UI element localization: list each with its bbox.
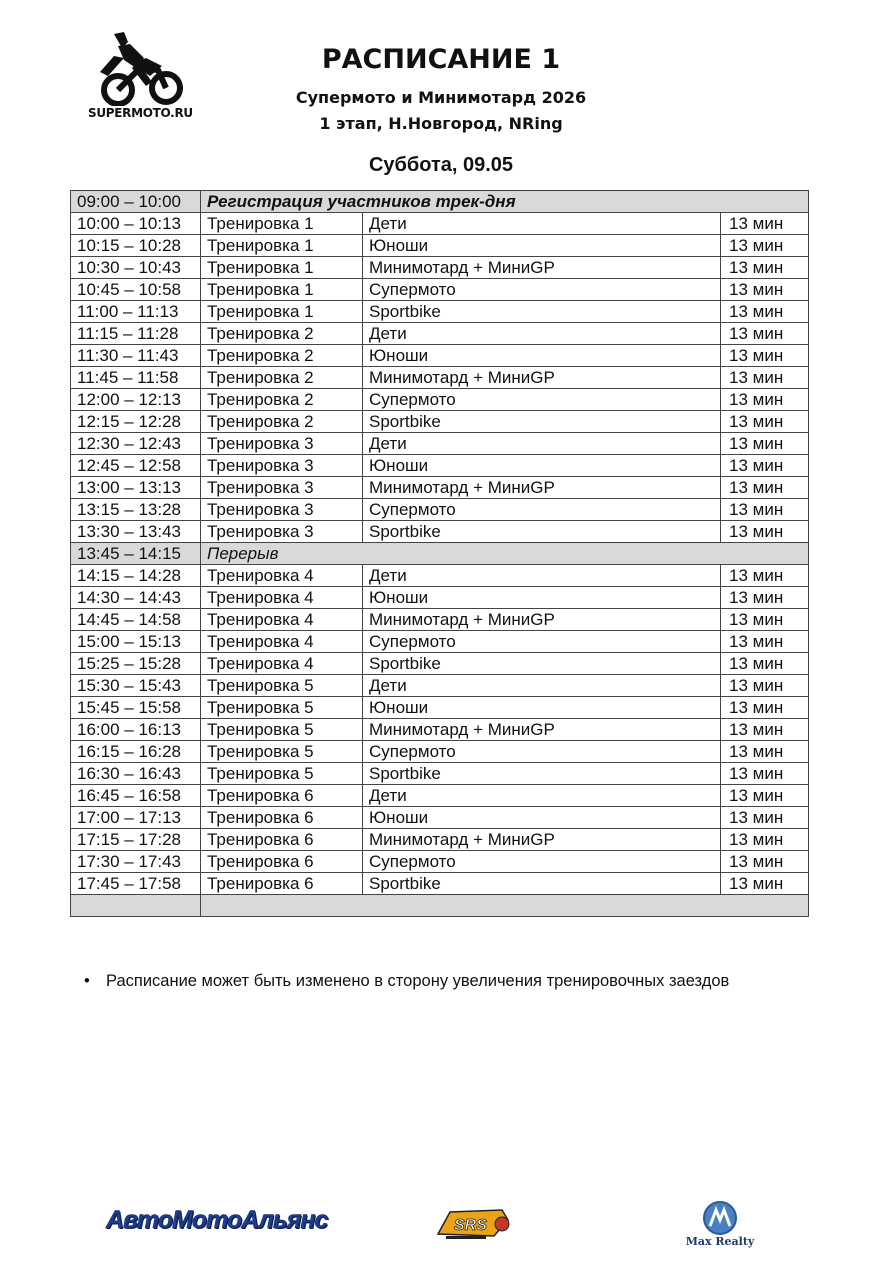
event-cell: Тренировка 4 — [201, 631, 363, 653]
table-row — [71, 609, 809, 631]
time-cell: 17:00 – 17:13 — [71, 807, 201, 829]
time-cell: 14:45 – 14:58 — [71, 609, 201, 631]
event-cell: Тренировка 2 — [201, 345, 363, 367]
time-cell: 13:15 – 13:28 — [71, 499, 201, 521]
time-cell: 12:15 – 12:28 — [71, 411, 201, 433]
event-cell: Тренировка 2 — [201, 323, 363, 345]
max-realty-text: Max Realty — [685, 1235, 755, 1248]
schedule-table — [70, 190, 809, 917]
supermoto-logo — [88, 28, 193, 124]
duration-cell: 13 мин — [721, 873, 809, 895]
table-row — [71, 565, 809, 587]
event-cell: Тренировка 4 — [201, 653, 363, 675]
event-cell: Тренировка 1 — [201, 235, 363, 257]
class-cell: Дети — [363, 323, 721, 345]
class-cell: Sportbike — [363, 653, 721, 675]
time-cell: 11:30 – 11:43 — [71, 345, 201, 367]
time-cell: 10:00 – 10:13 — [71, 213, 201, 235]
time-cell: 15:25 – 15:28 — [71, 653, 201, 675]
event-cell: Тренировка 3 — [201, 477, 363, 499]
table-row — [71, 411, 809, 433]
time-cell: 17:45 – 17:58 — [71, 873, 201, 895]
table-row — [71, 521, 809, 543]
class-cell: Юноши — [363, 455, 721, 477]
class-cell: Супермото — [363, 499, 721, 521]
class-cell: Sportbike — [363, 411, 721, 433]
event-cell: Тренировка 2 — [201, 367, 363, 389]
table-row — [71, 213, 809, 235]
class-cell: Sportbike — [363, 873, 721, 895]
duration-cell: 13 мин — [721, 367, 809, 389]
table-row — [71, 543, 809, 565]
table-row — [71, 477, 809, 499]
duration-cell: 13 мин — [721, 807, 809, 829]
duration-cell: 13 мин — [721, 785, 809, 807]
event-cell: Тренировка 5 — [201, 675, 363, 697]
table-row — [71, 675, 809, 697]
time-cell: 11:45 – 11:58 — [71, 367, 201, 389]
event-cell: Тренировка 6 — [201, 807, 363, 829]
class-cell: Юноши — [363, 807, 721, 829]
time-cell: 13:45 – 14:15 — [71, 543, 201, 565]
table-row — [71, 389, 809, 411]
class-cell: Минимотард + МиниGP — [363, 477, 721, 499]
time-cell: 12:30 – 12:43 — [71, 433, 201, 455]
table-row — [71, 873, 809, 895]
class-cell: Супермото — [363, 631, 721, 653]
duration-cell: 13 мин — [721, 477, 809, 499]
table-row — [71, 367, 809, 389]
class-cell: Минимотард + МиниGP — [363, 609, 721, 631]
table-row — [71, 829, 809, 851]
automoto-alliance-logo: АвтоМотоАльянс — [106, 1206, 328, 1234]
time-cell: 12:00 – 12:13 — [71, 389, 201, 411]
event-cell: Тренировка 6 — [201, 851, 363, 873]
class-cell: Супермото — [363, 851, 721, 873]
event-cell: Перерыв — [201, 543, 809, 565]
time-cell: 16:30 – 16:43 — [71, 763, 201, 785]
table-row — [71, 653, 809, 675]
event-cell: Тренировка 6 — [201, 829, 363, 851]
class-cell: Дети — [363, 675, 721, 697]
event-cell: Тренировка 1 — [201, 279, 363, 301]
page-title: РАСПИСАНИЕ 1 — [321, 44, 561, 75]
table-row — [71, 455, 809, 477]
table-row — [71, 345, 809, 367]
event-cell: Регистрация участников трек-дня — [201, 191, 809, 213]
event-cell: Тренировка 5 — [201, 719, 363, 741]
table-row — [71, 697, 809, 719]
table-row — [71, 499, 809, 521]
time-cell: 11:15 – 11:28 — [71, 323, 201, 345]
time-cell: 15:45 – 15:58 — [71, 697, 201, 719]
time-cell: 16:00 – 16:13 — [71, 719, 201, 741]
duration-cell: 13 мин — [721, 697, 809, 719]
event-cell: Тренировка 5 — [201, 763, 363, 785]
page-subtitle: Супермото и Минимотард 2026 — [295, 88, 587, 107]
time-cell: 16:15 – 16:28 — [71, 741, 201, 763]
class-cell: Минимотард + МиниGP — [363, 719, 721, 741]
event-cell: Тренировка 1 — [201, 213, 363, 235]
table-row — [71, 807, 809, 829]
table-row — [71, 191, 809, 213]
time-cell: 13:30 – 13:43 — [71, 521, 201, 543]
duration-cell: 13 мин — [721, 587, 809, 609]
duration-cell: 13 мин — [721, 279, 809, 301]
class-cell: Дети — [363, 433, 721, 455]
event-cell: Тренировка 3 — [201, 499, 363, 521]
class-cell: Супермото — [363, 389, 721, 411]
table-row — [71, 741, 809, 763]
event-cell: Тренировка 2 — [201, 411, 363, 433]
empty-cell — [201, 895, 809, 917]
duration-cell: 13 мин — [721, 609, 809, 631]
time-cell: 16:45 – 16:58 — [71, 785, 201, 807]
event-cell: Тренировка 1 — [201, 301, 363, 323]
class-cell: Дети — [363, 565, 721, 587]
class-cell: Юноши — [363, 235, 721, 257]
time-cell: 13:00 – 13:13 — [71, 477, 201, 499]
duration-cell: 13 мин — [721, 301, 809, 323]
time-cell: 10:45 – 10:58 — [71, 279, 201, 301]
event-cell: Тренировка 4 — [201, 609, 363, 631]
duration-cell: 13 мин — [721, 235, 809, 257]
duration-cell: 13 мин — [721, 565, 809, 587]
duration-cell: 13 мин — [721, 763, 809, 785]
table-row — [71, 301, 809, 323]
event-cell: Тренировка 4 — [201, 587, 363, 609]
schedule-note — [84, 972, 729, 991]
duration-cell: 13 мин — [721, 257, 809, 279]
duration-cell: 13 мин — [721, 389, 809, 411]
duration-cell: 13 мин — [721, 455, 809, 477]
class-cell: Дети — [363, 785, 721, 807]
duration-cell: 13 мин — [721, 741, 809, 763]
table-row-empty — [71, 895, 809, 917]
class-cell: Юноши — [363, 345, 721, 367]
event-cell: Тренировка 4 — [201, 565, 363, 587]
class-cell: Sportbike — [363, 763, 721, 785]
time-cell: 09:00 – 10:00 — [71, 191, 201, 213]
event-location: 1 этап, Н.Новгород, NRing — [319, 114, 563, 133]
duration-cell: 13 мин — [721, 851, 809, 873]
srs-logo — [432, 1206, 514, 1242]
schedule-day: Суббота, 09.05 — [368, 154, 514, 176]
duration-cell: 13 мин — [721, 521, 809, 543]
duration-cell: 13 мин — [721, 499, 809, 521]
time-cell: 17:30 – 17:43 — [71, 851, 201, 873]
duration-cell: 13 мин — [721, 433, 809, 455]
duration-cell: 13 мин — [721, 345, 809, 367]
schedule-body — [71, 191, 809, 917]
time-cell: 15:00 – 15:13 — [71, 631, 201, 653]
srs-logo-text: SRS — [454, 1217, 487, 1234]
time-cell: 10:30 – 10:43 — [71, 257, 201, 279]
class-cell: Юноши — [363, 697, 721, 719]
class-cell: Супермото — [363, 741, 721, 763]
time-cell: 11:00 – 11:13 — [71, 301, 201, 323]
event-cell: Тренировка 6 — [201, 785, 363, 807]
bullet-icon: • — [84, 972, 90, 990]
logo-text: SUPERMOTO.RU — [88, 106, 193, 120]
table-row — [71, 587, 809, 609]
table-row — [71, 631, 809, 653]
duration-cell: 13 мин — [721, 213, 809, 235]
class-cell: Минимотард + МиниGP — [363, 257, 721, 279]
duration-cell: 13 мин — [721, 829, 809, 851]
event-cell: Тренировка 6 — [201, 873, 363, 895]
event-cell: Тренировка 3 — [201, 521, 363, 543]
duration-cell: 13 мин — [721, 675, 809, 697]
event-cell: Тренировка 2 — [201, 389, 363, 411]
time-cell: 10:15 – 10:28 — [71, 235, 201, 257]
event-cell: Тренировка 3 — [201, 455, 363, 477]
duration-cell: 13 мин — [721, 719, 809, 741]
note-text: Расписание может быть изменено в сторону увеличения тренировочных заездов — [106, 972, 730, 990]
table-row — [71, 763, 809, 785]
time-cell: 12:45 – 12:58 — [71, 455, 201, 477]
duration-cell: 13 мин — [721, 323, 809, 345]
class-cell: Минимотард + МиниGP — [363, 829, 721, 851]
table-row — [71, 257, 809, 279]
class-cell: Юноши — [363, 587, 721, 609]
table-row — [71, 851, 809, 873]
duration-cell: 13 мин — [721, 631, 809, 653]
table-row — [71, 433, 809, 455]
event-cell: Тренировка 3 — [201, 433, 363, 455]
table-row — [71, 235, 809, 257]
max-realty-logo — [680, 1200, 760, 1256]
table-row — [71, 785, 809, 807]
time-cell: 15:30 – 15:43 — [71, 675, 201, 697]
class-cell: Дети — [363, 213, 721, 235]
duration-cell: 13 мин — [721, 411, 809, 433]
class-cell: Sportbike — [363, 301, 721, 323]
event-cell: Тренировка 5 — [201, 697, 363, 719]
table-row — [71, 323, 809, 345]
time-cell: 14:15 – 14:28 — [71, 565, 201, 587]
class-cell: Минимотард + МиниGP — [363, 367, 721, 389]
table-row — [71, 719, 809, 741]
time-cell: 17:15 – 17:28 — [71, 829, 201, 851]
class-cell: Sportbike — [363, 521, 721, 543]
time-cell: 14:30 – 14:43 — [71, 587, 201, 609]
duration-cell: 13 мин — [721, 653, 809, 675]
event-cell: Тренировка 1 — [201, 257, 363, 279]
table-row — [71, 279, 809, 301]
class-cell: Супермото — [363, 279, 721, 301]
event-cell: Тренировка 5 — [201, 741, 363, 763]
empty-cell — [71, 895, 201, 917]
